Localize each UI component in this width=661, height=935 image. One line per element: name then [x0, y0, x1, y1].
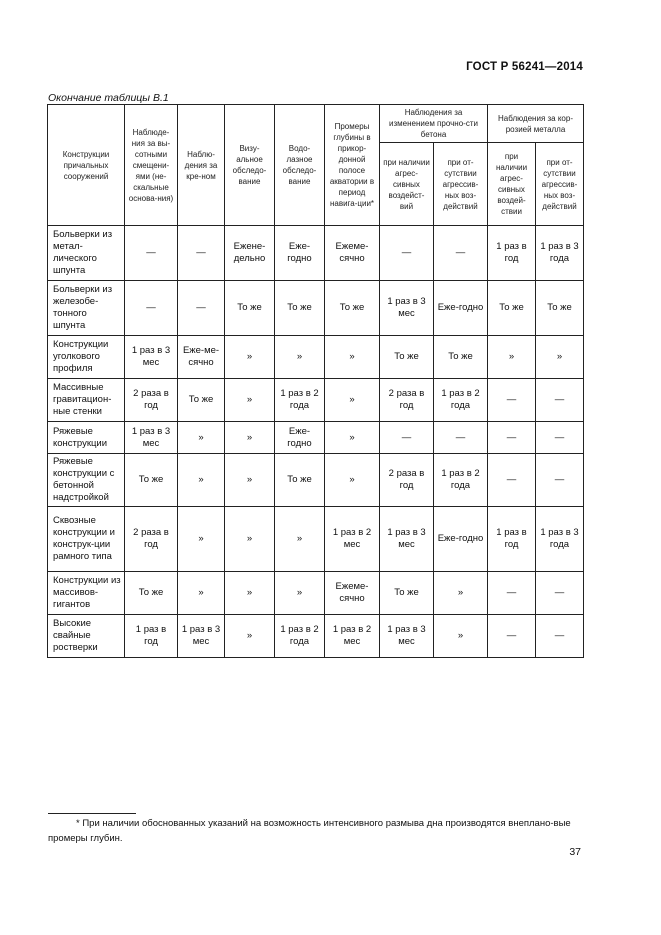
col-header-depth: Промеры глубины в прикор-донной полосе акватории в период навига-ции* — [325, 105, 380, 226]
frequency-cell: 1 раз в 3 года — [536, 507, 584, 572]
frequency-cell: — — [536, 615, 584, 658]
table-row — [48, 281, 584, 336]
frequency-cell: » — [536, 336, 584, 379]
structure-name-cell: Высокие свайные ростверки — [48, 615, 125, 658]
frequency-cell: То же — [125, 454, 178, 507]
frequency-cell: — — [125, 281, 178, 336]
frequency-cell: — — [536, 572, 584, 615]
frequency-cell: » — [178, 507, 225, 572]
frequency-cell: То же — [380, 336, 434, 379]
structure-name-cell: Массивные гравитацион-ные стенки — [48, 379, 125, 422]
frequency-cell: 2 раза в год — [380, 454, 434, 507]
frequency-cell: Ежеме-сячно — [325, 572, 380, 615]
frequency-cell: » — [325, 379, 380, 422]
frequency-cell: 1 раз в 2 мес — [325, 615, 380, 658]
frequency-cell: Еже-годно — [275, 422, 325, 454]
frequency-cell: 1 раз в год — [488, 226, 536, 281]
frequency-cell: То же — [536, 281, 584, 336]
frequency-cell: 2 раза в год — [125, 379, 178, 422]
frequency-cell: » — [325, 336, 380, 379]
col-header-concrete-aggressive: при наличии агрес-сивных воздейст-вий — [380, 143, 434, 226]
col-header-tilt: Наблю-дения за кре-ном — [178, 105, 225, 226]
frequency-cell: 1 раз в год — [125, 615, 178, 658]
frequency-cell: — — [488, 422, 536, 454]
frequency-cell: » — [325, 454, 380, 507]
frequency-cell: » — [178, 422, 225, 454]
frequency-cell: » — [434, 572, 488, 615]
frequency-cell: 1 раз в 2 года — [434, 454, 488, 507]
frequency-cell: — — [536, 379, 584, 422]
col-header-displacement: Наблюде-ния за вы-сотными смещени-ями (не-скальные основа-ния) — [125, 105, 178, 226]
frequency-cell: — — [178, 226, 225, 281]
table-row — [48, 572, 584, 615]
frequency-cell: » — [225, 507, 275, 572]
col-header-metal-group: Наблюдения за кор-розией металла — [488, 105, 584, 143]
frequency-cell: — — [178, 281, 225, 336]
structure-name-cell: Сквозные конструкции и конструк-ции рамного типа — [48, 507, 125, 572]
col-header-underwater: Водо-лазное обследо-вание — [275, 105, 325, 226]
frequency-cell: — — [488, 615, 536, 658]
col-header-metal-aggressive: при наличии агрес-сивных воздей-ствии — [488, 143, 536, 226]
col-header-visual: Визу-альное обследо-вание — [225, 105, 275, 226]
frequency-cell: » — [225, 336, 275, 379]
frequency-cell: То же — [178, 379, 225, 422]
col-header-concrete-non-aggressive: при от-сутствии агрессив-ных воз-действий — [434, 143, 488, 226]
frequency-cell: » — [225, 454, 275, 507]
frequency-cell: То же — [325, 281, 380, 336]
col-header-structure: Конструкции причальных сооружений — [48, 105, 125, 226]
structure-name-cell: Больверки из железобе-тонного шпунта — [48, 281, 125, 336]
table-row — [48, 336, 584, 379]
frequency-cell: — — [380, 226, 434, 281]
footnote: * При наличии обоснованных указаний на возможность интенсивного размыва дна производятся внеплано-вые промеры глубин. — [48, 818, 571, 844]
frequency-cell: 1 раз в 2 года — [275, 615, 325, 658]
frequency-cell: 1 раз в 2 года — [275, 379, 325, 422]
frequency-cell: » — [178, 454, 225, 507]
table-row — [48, 422, 584, 454]
frequency-cell: 1 раз в 3 мес — [380, 615, 434, 658]
page-number: 37 — [569, 846, 581, 858]
frequency-cell: » — [434, 615, 488, 658]
table-row — [48, 379, 584, 422]
frequency-cell: 1 раз в 3 мес — [380, 507, 434, 572]
frequency-cell: — — [380, 422, 434, 454]
frequency-cell: 1 раз в год — [488, 507, 536, 572]
frequency-cell: 1 раз в 3 мес — [125, 336, 178, 379]
frequency-cell: Еже-годно — [275, 226, 325, 281]
frequency-cell: — — [488, 572, 536, 615]
frequency-cell: То же — [380, 572, 434, 615]
frequency-cell: » — [225, 379, 275, 422]
frequency-cell: — — [536, 422, 584, 454]
frequency-cell: Ежене-дельно — [225, 226, 275, 281]
frequency-cell: То же — [125, 572, 178, 615]
structure-name-cell: Конструкции уголкового профиля — [48, 336, 125, 379]
structure-name-cell: Ряжевые конструкции с бетонной надстройкой — [48, 454, 125, 507]
frequency-cell: — — [536, 454, 584, 507]
frequency-cell: 1 раз в 2 мес — [325, 507, 380, 572]
frequency-cell: » — [325, 422, 380, 454]
frequency-cell: » — [225, 422, 275, 454]
frequency-cell: То же — [275, 281, 325, 336]
frequency-cell: 1 раз в 2 года — [434, 379, 488, 422]
frequency-cell: 1 раз в 3 мес — [125, 422, 178, 454]
frequency-cell: Ежеме-сячно — [325, 226, 380, 281]
frequency-cell: 1 раз в 3 года — [536, 226, 584, 281]
frequency-cell: » — [275, 572, 325, 615]
frequency-cell: » — [178, 572, 225, 615]
frequency-cell: 1 раз в 3 мес — [380, 281, 434, 336]
frequency-cell: То же — [488, 281, 536, 336]
table-row — [48, 615, 584, 658]
frequency-cell: То же — [225, 281, 275, 336]
table-row — [48, 454, 584, 507]
table-row — [48, 226, 584, 281]
frequency-cell: 2 раза в год — [380, 379, 434, 422]
frequency-cell: 2 раза в год — [125, 507, 178, 572]
structure-name-cell: Конструкции из массивов-гигантов — [48, 572, 125, 615]
inspection-schedule-table — [47, 104, 584, 658]
col-header-metal-non-aggressive: при от-сутствии агрессив-ных воз-действий — [536, 143, 584, 226]
structure-name-cell: Ряжевые конструкции — [48, 422, 125, 454]
table-body — [48, 226, 584, 658]
frequency-cell: — — [434, 422, 488, 454]
table-caption: Окончание таблицы В.1 — [48, 92, 169, 104]
frequency-cell: То же — [275, 454, 325, 507]
table-row — [48, 507, 584, 572]
frequency-cell: — — [434, 226, 488, 281]
frequency-cell: » — [275, 336, 325, 379]
frequency-cell: 1 раз в 3 мес — [178, 615, 225, 658]
frequency-cell: Еже-ме-сячно — [178, 336, 225, 379]
frequency-cell: » — [225, 615, 275, 658]
frequency-cell: — — [488, 454, 536, 507]
frequency-cell: — — [125, 226, 178, 281]
frequency-cell: Еже-годно — [434, 281, 488, 336]
frequency-cell: Еже-годно — [434, 507, 488, 572]
frequency-cell: » — [275, 507, 325, 572]
footnote-divider — [48, 813, 136, 814]
document-standard-number: ГОСТ Р 56241—2014 — [466, 61, 583, 73]
frequency-cell: — — [488, 379, 536, 422]
frequency-cell: » — [225, 572, 275, 615]
frequency-cell: То же — [434, 336, 488, 379]
structure-name-cell: Больверки из метал-лического шпунта — [48, 226, 125, 281]
col-header-concrete-group: Наблюдения за изменением прочно-сти бетона — [380, 105, 488, 143]
frequency-cell: » — [488, 336, 536, 379]
